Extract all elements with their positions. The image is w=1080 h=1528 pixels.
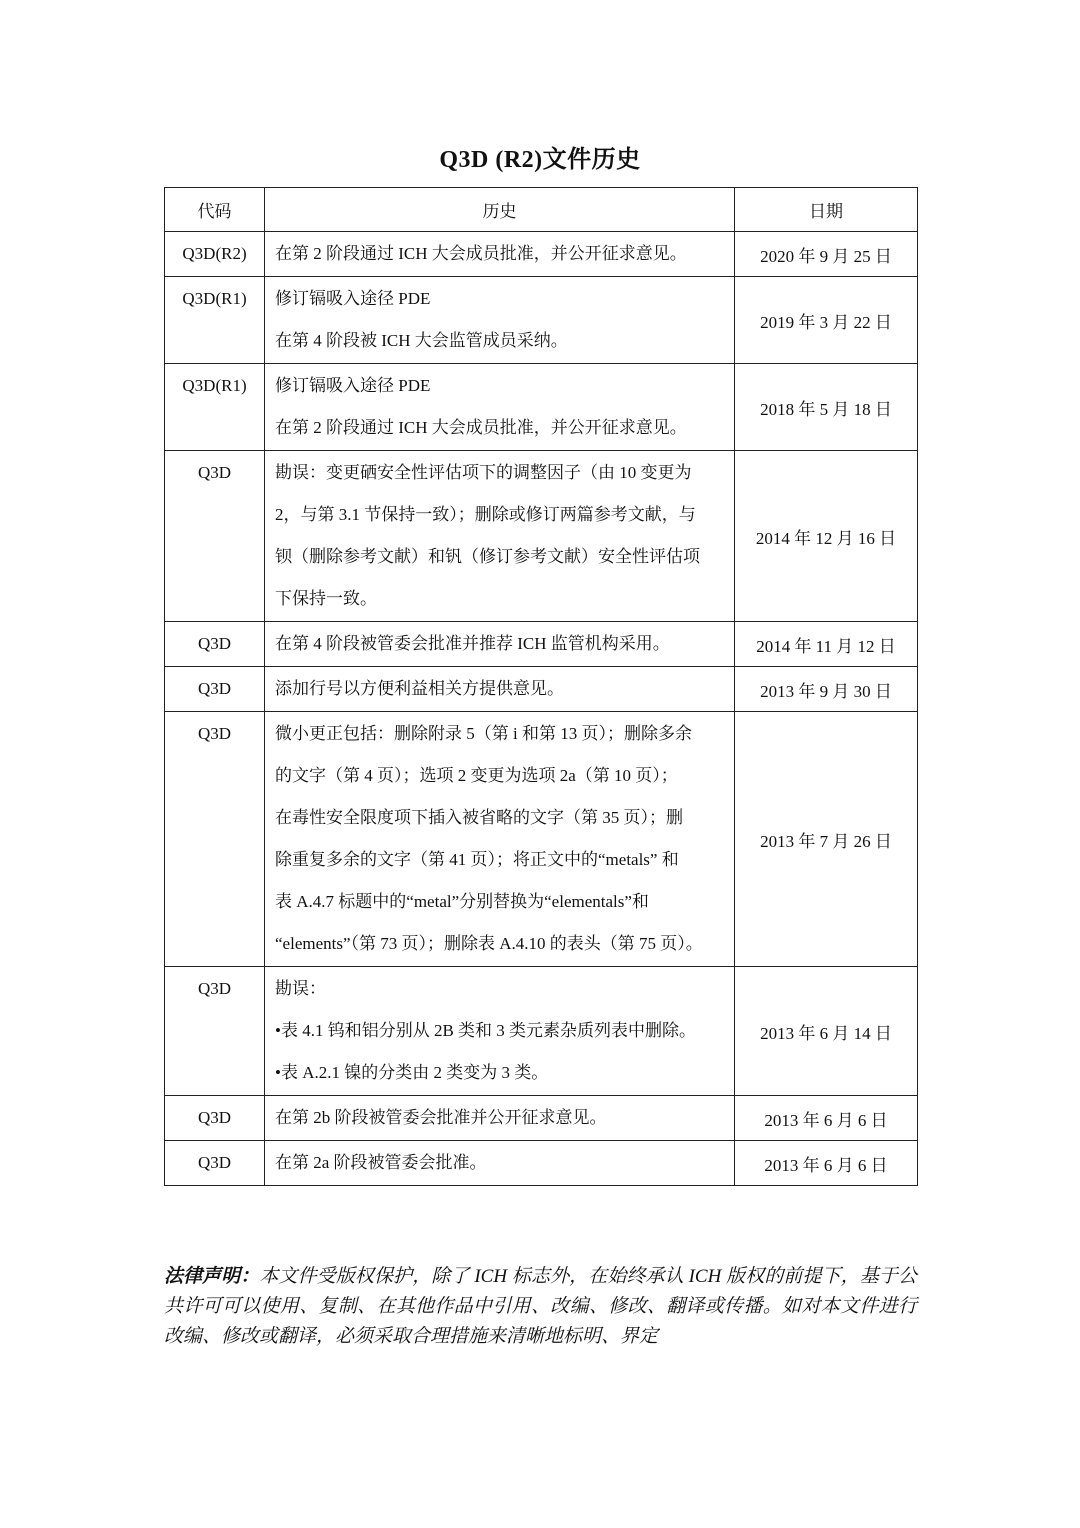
history-line: 在第 2b 阶段被管委会批准并公开征求意见。: [275, 1108, 607, 1127]
history-line: 的文字（第 4 页）；选项 2 变更为选项 2a（第 10 页）；: [275, 766, 678, 785]
history-line: 添加行号以方便利益相关方提供意见。: [275, 679, 564, 698]
row-date: 2013 年 7 月 26 日: [735, 712, 918, 967]
row-date: 2013 年 6 月 14 日: [735, 967, 918, 1096]
history-line: 勘误：变更硒安全性评估项下的调整因子（由 10 变更为: [275, 463, 692, 482]
header-date: 日期: [735, 188, 918, 232]
history-line: 在毒性安全限度项下插入被省略的文字（第 35 页）；删: [275, 808, 683, 827]
header-code: 代码: [165, 188, 265, 232]
row-history: [265, 364, 735, 451]
row-history: [265, 451, 735, 622]
legal-notice-text: 本文件受版权保护，除了 ICH 标志外，在始终承认 ICH 版权的前提下，基于公共许可可以使用、复制、在其他作品中引用、改编、修改、翻译或传播。如对本文件进行改编、修改或翻译，必须采取合理措施来清晰地标明、界定: [164, 1266, 917, 1347]
history-line: 在第 4 阶段被管委会批准并推荐 ICH 监管机构采用。: [275, 634, 670, 653]
history-line: 除重复多余的文字（第 41 页）；将正文中的“metals” 和: [275, 850, 679, 869]
table-row: [165, 364, 918, 451]
row-code: Q3D: [165, 967, 265, 1096]
row-date: 2020 年 9 月 25 日: [735, 232, 918, 277]
table-row: [165, 967, 918, 1096]
row-code: Q3D: [165, 712, 265, 967]
history-line: 表 A.4.7 标题中的“metal”分别替换为“elementals”和: [275, 892, 649, 911]
history-line: •表 4.1 钨和铝分别从 2B 类和 3 类元素杂质列表中删除。: [275, 1021, 697, 1040]
table-row: [165, 667, 918, 712]
row-code: Q3D(R1): [165, 364, 265, 451]
row-code: Q3D(R1): [165, 277, 265, 364]
history-line: 在第 2 阶段通过 ICH 大会成员批准，并公开征求意见。: [275, 418, 687, 437]
table-row: [165, 232, 918, 277]
row-history: [265, 277, 735, 364]
history-line: •表 A.2.1 镍的分类由 2 类变为 3 类。: [275, 1063, 549, 1082]
history-line: 修订镉吸入途径 PDE: [275, 376, 431, 395]
row-history: [265, 667, 735, 712]
history-line: 在第 4 阶段被 ICH 大会监管成员采纳。: [275, 331, 568, 350]
table-row: [165, 451, 918, 622]
table-row: [165, 712, 918, 967]
history-line: 在第 2 阶段通过 ICH 大会成员批准，并公开征求意见。: [275, 244, 687, 263]
row-date: 2014 年 12 月 16 日: [735, 451, 918, 622]
table-row: [165, 622, 918, 667]
row-date: 2013 年 6 月 6 日: [735, 1141, 918, 1186]
row-code: Q3D: [165, 451, 265, 622]
history-line: 微小更正包括：删除附录 5（第 i 和第 13 页）；删除多余: [275, 724, 692, 743]
row-history: [265, 622, 735, 667]
table-header-row: [165, 188, 918, 232]
history-line: 在第 2a 阶段被管委会批准。: [275, 1153, 487, 1172]
history-line: 钡（删除参考文献）和钒（修订参考文献）安全性评估项: [275, 547, 700, 566]
history-line: “elements”（第 73 页）；删除表 A.4.10 的表头（第 75 页）。: [275, 934, 703, 953]
history-table: [164, 187, 918, 1186]
history-line: 下保持一致。: [275, 589, 377, 608]
row-history: [265, 1141, 735, 1186]
row-code: Q3D: [165, 1096, 265, 1141]
row-history: [265, 232, 735, 277]
history-line: 2，与第 3.1 节保持一致）；删除或修订两篇参考文献，与: [275, 505, 696, 524]
table-row: [165, 277, 918, 364]
row-date: 2018 年 5 月 18 日: [735, 364, 918, 451]
row-history: [265, 967, 735, 1096]
row-code: Q3D: [165, 622, 265, 667]
row-code: Q3D: [165, 1141, 265, 1186]
row-history: [265, 712, 735, 967]
row-date: 2013 年 6 月 6 日: [735, 1096, 918, 1141]
row-date: 2013 年 9 月 30 日: [735, 667, 918, 712]
row-code: Q3D(R2): [165, 232, 265, 277]
row-code: Q3D: [165, 667, 265, 712]
row-history: [265, 1096, 735, 1141]
table-row: [165, 1141, 918, 1186]
legal-notice-label: 法律声明：: [164, 1266, 260, 1287]
row-date: 2014 年 11 月 12 日: [735, 622, 918, 667]
history-line: 勘误：: [275, 979, 326, 998]
legal-notice: [164, 1262, 917, 1352]
row-date: 2019 年 3 月 22 日: [735, 277, 918, 364]
table-row: [165, 1096, 918, 1141]
header-history: 历史: [265, 188, 735, 232]
page-title: Q3D (R2)文件历史: [439, 147, 641, 173]
history-line: 修订镉吸入途径 PDE: [275, 289, 431, 308]
